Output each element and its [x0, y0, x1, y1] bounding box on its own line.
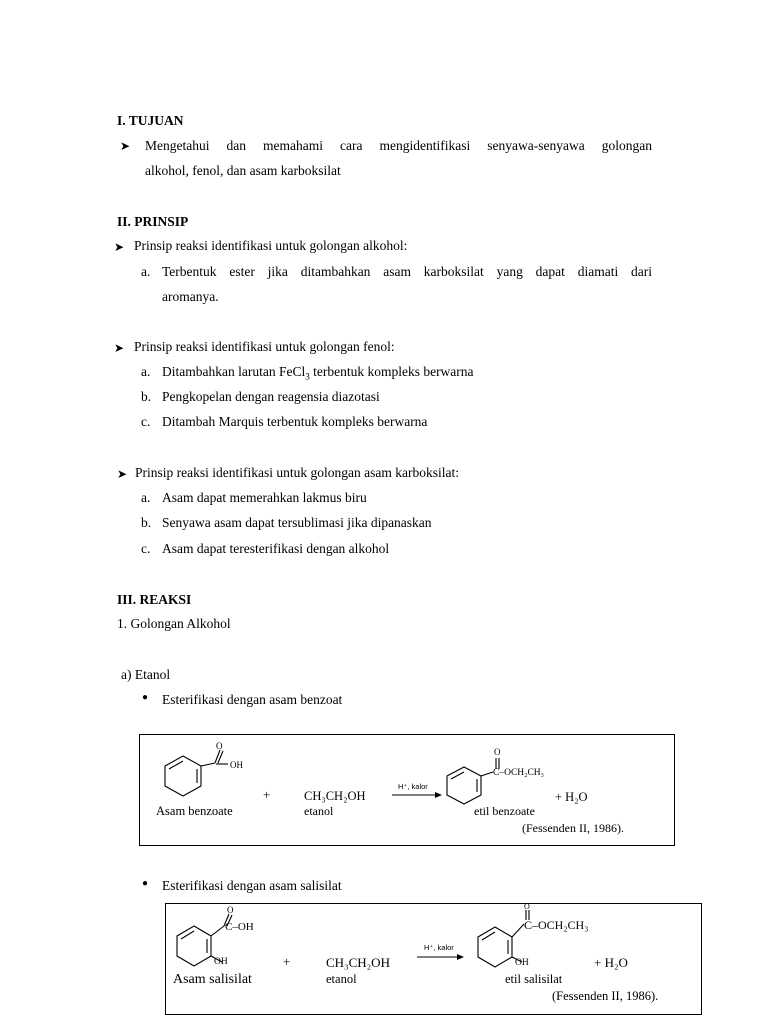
- tujuan-text-line2: alkohol, fenol, dan asam karboksilat: [145, 163, 341, 178]
- reactant-name: Asam benzoate: [156, 804, 233, 818]
- list-marker: c.: [141, 414, 151, 429]
- section-prinsip-heading: II. PRINSIP: [117, 214, 189, 229]
- plus-sign: +: [283, 954, 291, 969]
- tujuan-text-line1: Mengetahui dan memahami cara mengidentifikasi senyawa-senyawa golongan: [145, 138, 652, 153]
- arrow-bullet-icon: ➤: [114, 341, 125, 355]
- product-name: etil salisilat: [505, 972, 563, 986]
- reaction-figure-benzoat: [139, 734, 675, 846]
- oxygen-label: O: [227, 905, 234, 915]
- prinsip-asam-title: Prinsip reaksi identifikasi untuk golongan asam karboksilat:: [135, 465, 459, 480]
- phenol-oh-label: OH: [214, 957, 228, 967]
- arrow-bullet-icon: ➤: [120, 139, 131, 153]
- etanol-label: a) Etanol: [121, 667, 171, 682]
- oxygen-label: O: [494, 747, 501, 757]
- citation: (Fessenden II, 1986).: [552, 989, 659, 1003]
- reaksi-bullet-salisilat: Esterifikasi dengan asam salisilat: [162, 878, 342, 893]
- arrow-bullet-icon: ➤: [114, 240, 125, 254]
- acid-group-label: C–OH: [225, 921, 254, 933]
- prinsip-asam-item-b: Senyawa asam dapat tersublimasi jika dipanaskan: [162, 515, 432, 530]
- product-group-label: C–OCH₂CH₃: [493, 768, 544, 778]
- oxygen-label: O: [524, 904, 530, 911]
- list-marker: b.: [141, 515, 152, 530]
- reaction-condition: H⁺, kalor: [424, 943, 454, 952]
- prinsip-fenol-title: Prinsip reaksi identifikasi untuk golongan fenol:: [134, 339, 395, 354]
- water-product: + H₂O: [555, 790, 588, 804]
- reaction-arrow-icon: [417, 954, 464, 960]
- section-reaksi-heading: III. REAKSI: [117, 592, 192, 607]
- alcohol-name: etanol: [326, 972, 357, 986]
- benzene-ring-icon: [165, 750, 228, 796]
- reaction-condition: H⁺, kalor: [398, 782, 428, 791]
- prinsip-alkohol-a-line2: aromanya.: [162, 289, 219, 304]
- list-marker: a.: [141, 364, 151, 379]
- prinsip-fenol-item-c: Ditambah Marquis terbentuk kompleks berwarna: [162, 414, 428, 429]
- arrow-bullet-icon: ➤: [117, 467, 128, 481]
- reaksi-bullet-benzoat: Esterifikasi dengan asam benzoat: [162, 692, 343, 707]
- list-marker: c.: [141, 541, 151, 556]
- list-marker: b.: [141, 389, 152, 404]
- list-marker: a.: [141, 490, 151, 505]
- bullet-dot-icon: ●: [142, 878, 149, 889]
- reaction-figure-salisilat: [165, 903, 702, 1015]
- benzene-ring-icon: [447, 758, 499, 804]
- alcohol-name: etanol: [304, 804, 334, 818]
- alcohol-formula: CH₃CH₂OH: [326, 955, 390, 970]
- prinsip-alkohol-a-line1: Terbentuk ester jika ditambahkan asam karboksilat yang dapat diamati dari: [162, 264, 652, 279]
- oxygen-label: O: [216, 741, 223, 751]
- reactant-name: Asam salisilat: [173, 972, 252, 987]
- prinsip-asam-item-c: Asam dapat teresterifikasi dengan alkohol: [162, 541, 390, 556]
- prinsip-fenol-item-a: Ditambahkan larutan FeCl$_3$ terbentuk kompleks berwarna: [162, 364, 474, 382]
- product-name: etil benzoate: [474, 804, 535, 818]
- product-group-label: C–OCH₂CH₃: [524, 918, 589, 932]
- alcohol-formula: CH₃CH₂OH: [304, 789, 366, 803]
- prinsip-fenol-item-b: Pengkopelan dengan reagensia diazotasi: [162, 389, 380, 404]
- plus-sign: +: [263, 787, 271, 802]
- reaction-arrow-icon: [392, 792, 442, 798]
- citation: (Fessenden II, 1986).: [522, 821, 624, 835]
- bullet-dot-icon: ●: [142, 692, 149, 703]
- product-oh-label: OH: [515, 958, 529, 968]
- prinsip-alkohol-title: Prinsip reaksi identifikasi untuk golongan alkohol:: [134, 238, 408, 253]
- prinsip-asam-item-a: Asam dapat memerahkan lakmus biru: [162, 490, 367, 505]
- section-tujuan-heading: I. TUJUAN: [117, 113, 184, 128]
- reaksi-subheading: 1. Golongan Alkohol: [117, 616, 231, 631]
- oh-group-label: OH: [230, 760, 243, 770]
- list-marker: a.: [141, 264, 151, 279]
- water-product: + H₂O: [594, 955, 628, 970]
